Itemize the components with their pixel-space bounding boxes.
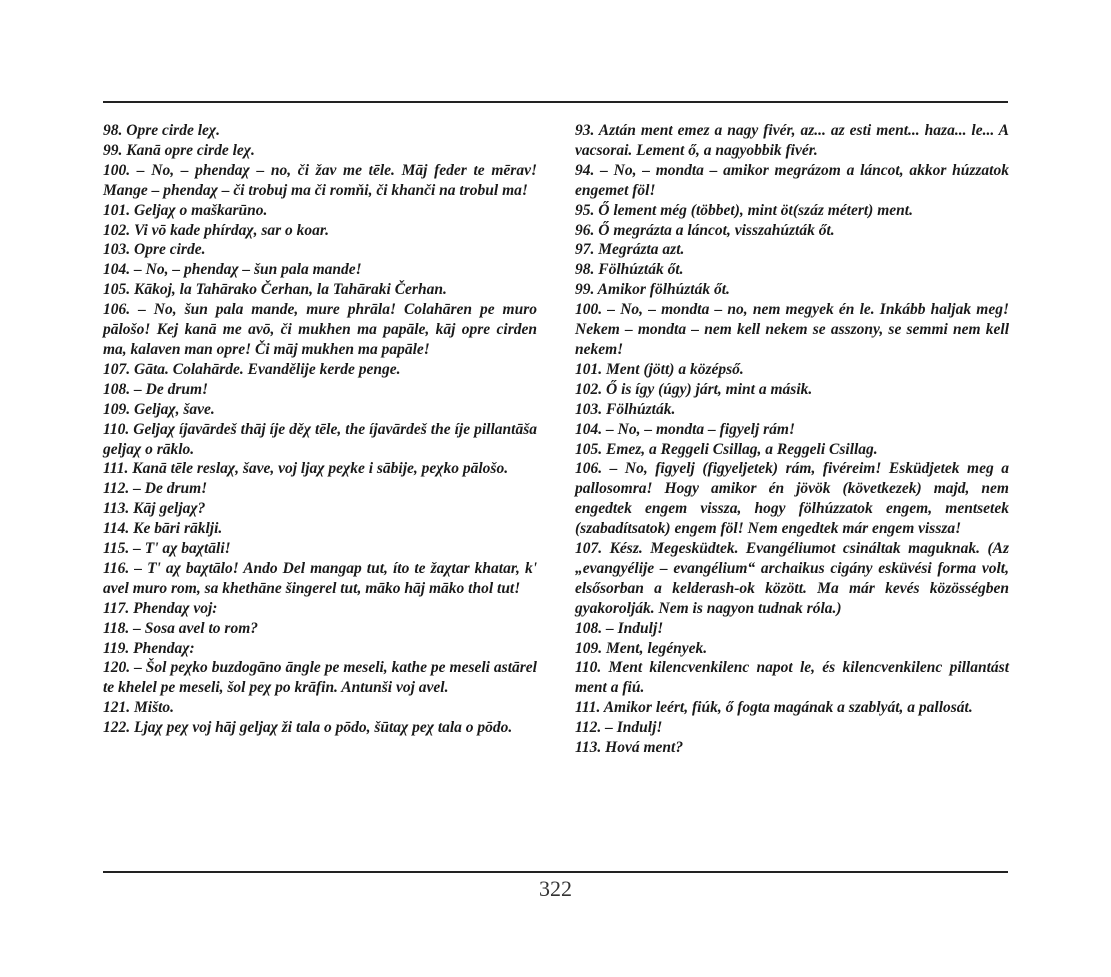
paragraph: 109. Geljaχ, šave. <box>103 400 215 418</box>
paragraph: 103. Opre cirde. <box>103 241 206 259</box>
hungarian-translation-column <box>575 121 1009 758</box>
paragraph: 101. Ment (jött) a középső. <box>575 360 744 378</box>
paragraph: 102. Vi vō kade phírdaχ, sar o koar. <box>103 221 329 239</box>
romani-text-column <box>103 121 537 738</box>
page-number: 322 <box>539 876 572 901</box>
paragraph: 112. – De drum! <box>103 480 208 498</box>
paragraph: 101. Geljaχ o maškarūno. <box>103 201 268 219</box>
paragraph: 113. Kāj geljaχ? <box>103 500 206 518</box>
paragraph: 98. Opre cirde leχ. <box>103 122 220 139</box>
paragraph: 104. – No, – mondta – figyelj rám! <box>575 420 796 438</box>
paragraph: 112. – Indulj! <box>575 719 663 737</box>
paragraph: 98. Fölhúzták őt. <box>575 261 684 279</box>
paragraph: 103. Fölhúzták. <box>575 400 676 418</box>
paragraph: 110. Ment kilencvenkilenc napot le, és kilencvenkilenc pillantást ment a fiú. <box>575 659 1009 697</box>
paragraph: 105. Emez, a Reggeli Csillag, a Reggeli Csillag. <box>575 440 878 458</box>
paragraph: 109. Ment, legények. <box>575 639 708 657</box>
paragraph: 99. Kanā opre cirde leχ. <box>103 141 255 159</box>
paragraph: 120. – Šol peχko buzdogāno āngle pe meseli, kathe pe meseli astārel te khelel pe meseli, šol peχ po krāfin. Antunši voj avel. <box>103 659 537 697</box>
paragraph: 114. Ke bāri rāklji. <box>103 520 223 538</box>
paragraph: 111. Amikor leért, fiúk, ő fogta magának a szablyát, a pallosát. <box>575 699 973 717</box>
paragraph: 108. – Indulj! <box>575 619 664 637</box>
paragraph: 95. Ő lement még (többet), mint öt(száz métert) ment. <box>575 201 913 219</box>
paragraph: 106. – No, figyelj (figyeljetek) rám, fivéreim! Esküdjetek meg a pallosomra! Hogy amikor én jövök (következek) majd, nem engedtek engem vissza, hogy fölhúzzatok engem, mentsetek (szabadítsatok) engem föl! Nem engedtek már engem vissza! <box>575 460 1009 538</box>
paragraph: 97. Megrázta azt. <box>575 241 685 259</box>
paragraph: 108. – De drum! <box>103 380 209 398</box>
paragraph: 121. Mišto. <box>103 699 175 717</box>
paragraph: 107. Gāta. Colahārde. Evandělije kerde penge. <box>103 360 401 378</box>
paragraph: 111. Kanā tēle reslaχ, šave, voj ljaχ peχke i sābije, peχko pālošo. <box>103 460 509 478</box>
paragraph: 102. Ő is így (úgy) járt, mint a másik. <box>575 380 813 398</box>
paragraph: 113. Hová ment? <box>575 739 684 757</box>
paragraph: 99. Amikor fölhúzták őt. <box>575 281 730 299</box>
paragraph: 100. – No, – mondta – no, nem megyek én le. Inkább haljak meg! Nekem – mondta – nem kell nekem se asszony, se semmi nem kell nekem! <box>575 301 1009 358</box>
paragraph: 94. – No, – mondta – amikor megrázom a láncot, akkor húzzatok engemet föl! <box>575 161 1009 199</box>
paragraph: 96. Ő megrázta a láncot, visszahúzták őt. <box>575 221 835 239</box>
paragraph: 115. – T' aχ baχtāli! <box>103 540 231 558</box>
paragraph: 122. Ljaχ peχ voj hāj geljaχ ži tala o pōdo, šūtaχ peχ tala o pōdo. <box>103 719 513 737</box>
paragraph: 110. Geljaχ íjavārdeš thāj íje děχ tēle, the íjavārdeš the íje pillantāša geljaχ o rāklo. <box>103 420 537 458</box>
top-rule <box>103 101 1008 103</box>
paragraph: 117. Phendaχ voj: <box>103 599 218 617</box>
paragraph: 119. Phendaχ: <box>103 639 195 657</box>
paragraph: 105. Kākoj, la Tahārako Čerhan, la Tahāraki Čerhan. <box>103 281 447 299</box>
paragraph: 93. Aztán ment emez a nagy fivér, az... az esti ment... haza... le... A vacsorai. Lement ő, a nagyobbik fivér. <box>575 122 1009 159</box>
paragraph: 104. – No, – phendaχ – šun pala mande! <box>103 261 362 279</box>
paragraph: 100. – No, – phendaχ – no, či žav me tēle. Māj feder te mērav! Mange – phendaχ – či trobuj ma či romňi, či khanči na trobul ma! <box>103 161 537 199</box>
paragraph: 106. – No, šun pala mande, mure phrāla! Colahāren pe muro pālošo! Kej kanā me avō, či mukhen ma papāle, kāj opre cirden ma, kalaven man opre! Či māj mukhen ma papāle! <box>103 301 537 358</box>
paragraph: 118. – Sosa avel to rom? <box>103 619 259 637</box>
paragraph: 116. – T' aχ baχtālo! Ando Del mangap tut, íto te žaχtar khatar, k' avel muro rom, sa khethāne šingerel tut, māko hāj māko thol tut! <box>103 559 537 597</box>
bottom-rule <box>103 871 1008 873</box>
paragraph: 107. Kész. Megesküdtek. Evangéliumot csináltak maguknak. (Az „evangyélije – evangélium“ archaikus cigány esküvési forma volt, elsősorban a kelderash-ok között. Ma már kevés közösségben gyakorolják. Nem is nagyon tudnak róla.) <box>575 540 1009 617</box>
